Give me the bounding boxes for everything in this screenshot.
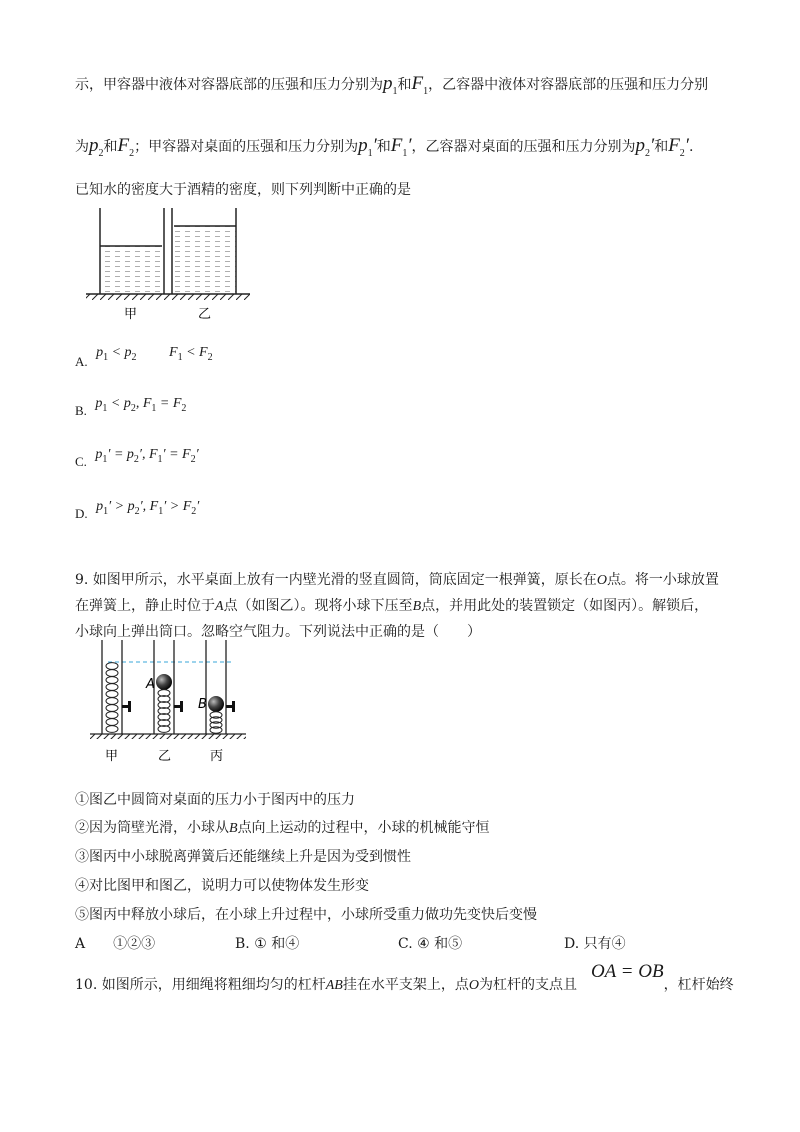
statement-text: ①图乙中圆筒对桌面的压力小于图丙中的压力: [75, 792, 355, 808]
option-math: $p_1 < p_2$: [96, 345, 137, 363]
point-o: O: [596, 573, 607, 588]
fig-label-jia: 甲: [124, 307, 138, 322]
q8-text: 为: [75, 139, 89, 155]
option-math: $p_1' > p_2'$, $F_1' > F_2'$: [96, 499, 200, 517]
lock-device: [226, 705, 232, 708]
q8-option-b[interactable]: [75, 393, 186, 419]
point-o: O: [468, 978, 479, 993]
q8-text: 和: [103, 139, 118, 155]
option-math: $p_1' = p_2'$, $F_1' = F_2'$: [95, 447, 199, 465]
q9-statement-4: [75, 876, 369, 896]
point-a: A: [215, 599, 224, 614]
option-math: $F_1 < F_2$: [169, 345, 213, 363]
q10-text: 为杠杆的支点且: [478, 977, 577, 993]
q9-text: 9. 如图甲所示，水平桌面上放有一内壁光滑的竖直圆筒，筒底固定一根弹簧，原长在: [75, 572, 597, 588]
math-F2-prime: $F_2'$: [668, 135, 689, 159]
statement-text: 点向上运动的过程中，小球的机械能守恒: [237, 820, 490, 836]
point-b: B: [229, 821, 238, 836]
q8-option-a[interactable]: [75, 342, 213, 368]
q8-text: ，乙容器对桌面的压强和压力分别为: [411, 139, 636, 155]
point-b: B: [412, 599, 422, 614]
q9-text: 小球向上弹出筒口。忽略空气阻力。下列说法中正确的是（ ）: [75, 624, 481, 640]
q8-text: 和: [397, 77, 412, 93]
statement-text: ⑤图丙中释放小球后，在小球上升过程中，小球所受重力做功先变快后变慢: [75, 907, 537, 923]
container-jia-liquid: [100, 246, 162, 294]
lock-device: [174, 705, 180, 708]
fig-label-jia: 甲: [105, 749, 119, 764]
q8-text: 和: [654, 139, 669, 155]
q8-line-2: [75, 136, 693, 164]
fig-point-a: A: [146, 677, 155, 692]
tube-bing: [198, 640, 235, 734]
fig-label-yi: 乙: [198, 307, 212, 322]
q9-text: 点。将一小球放置: [606, 572, 719, 588]
q10-text: 10. 如图所示，用细绳将粗细均匀的杠杆: [75, 977, 326, 993]
fig-point-b: B: [198, 697, 207, 712]
q10-text: 挂在水平支架上，点: [342, 977, 469, 993]
math-oa-equals-ob: OA = OB: [590, 961, 664, 982]
q9-statement-3: [75, 847, 411, 867]
math-F2: $F_2$: [117, 135, 135, 159]
container-yi-liquid: [174, 226, 236, 294]
q8-option-c[interactable]: [75, 444, 199, 470]
q8-containers-figure: [84, 204, 254, 326]
q9-statement-1: [75, 790, 355, 810]
option-text: C. ④ 和⑤: [398, 936, 463, 952]
option-text: A ①②③: [75, 936, 156, 952]
math-p1-prime: $p_1'$: [358, 135, 377, 159]
q9-option-b[interactable]: [235, 934, 299, 954]
option-letter: D.: [75, 506, 88, 521]
tube-yi: [145, 640, 183, 734]
q8-text: 已知水的密度大于酒精的密度，则下列判断中正确的是: [75, 182, 411, 198]
fig-label-bing: 丙: [210, 749, 224, 764]
q9-text: 在弹簧上，静止时位于: [75, 598, 215, 614]
q9-line-2: [75, 596, 708, 617]
statement-text: ②因为筒壁光滑，小球从: [75, 820, 229, 836]
q9-option-d[interactable]: [564, 934, 626, 954]
option-text: B. ① 和④: [235, 936, 300, 952]
math-F1-prime: $F_1'$: [390, 135, 412, 159]
lock-device: [122, 705, 128, 708]
q9-spring-tubes-figure: [88, 636, 258, 770]
ball-at-a: [156, 674, 172, 690]
q8-text: .: [688, 139, 694, 155]
q8-text: ，乙容器中液体对容器底部的压强和压力分别: [428, 77, 709, 93]
q10-text: ，杠杆始终: [663, 977, 734, 993]
option-letter: A.: [75, 354, 88, 369]
option-text: D. 只有④: [564, 936, 626, 952]
statement-text: ④对比图甲和图乙，说明力可以使物体发生形变: [75, 878, 369, 894]
q8-option-d[interactable]: [75, 496, 199, 522]
q9-statement-2: [75, 818, 490, 839]
fig-label-yi: 乙: [158, 749, 172, 764]
q8-text: ；甲容器对桌面的压强和压力分别为: [134, 139, 359, 155]
q8-line-3: [75, 180, 411, 200]
q8-text: 和: [376, 139, 391, 155]
option-letter: C.: [75, 454, 87, 469]
q8-text: 示，甲容器中液体对容器底部的压强和压力分别为: [75, 77, 383, 93]
math-p1: $p_1$: [383, 73, 398, 97]
lever-ab: AB: [325, 978, 343, 993]
q8-line-1: [75, 74, 708, 102]
q9-text: 点（如图乙）。现将小球下压至: [223, 598, 413, 614]
math-F1: $F_1$: [411, 73, 429, 97]
option-letter: B.: [75, 403, 87, 418]
q9-line-1: [75, 570, 719, 591]
q9-text: 点，并用此处的装置锁定（如图丙）。解锁后，: [421, 598, 709, 614]
math-p2-prime: $p_2'$: [635, 135, 655, 159]
q9-statement-5: [75, 905, 537, 925]
q9-option-c[interactable]: [398, 934, 462, 954]
statement-text: ③图丙中小球脱离弹簧后还能继续上升是因为受到惯性: [75, 849, 411, 865]
q9-option-a[interactable]: [75, 934, 155, 954]
option-math: $p_1 < p_2$, $F_1 = F_2$: [95, 396, 187, 414]
math-p2: $p_2$: [89, 135, 104, 159]
ball-at-b: [208, 696, 224, 712]
tube-jia: [102, 640, 131, 734]
q10-line-1: [75, 961, 734, 996]
